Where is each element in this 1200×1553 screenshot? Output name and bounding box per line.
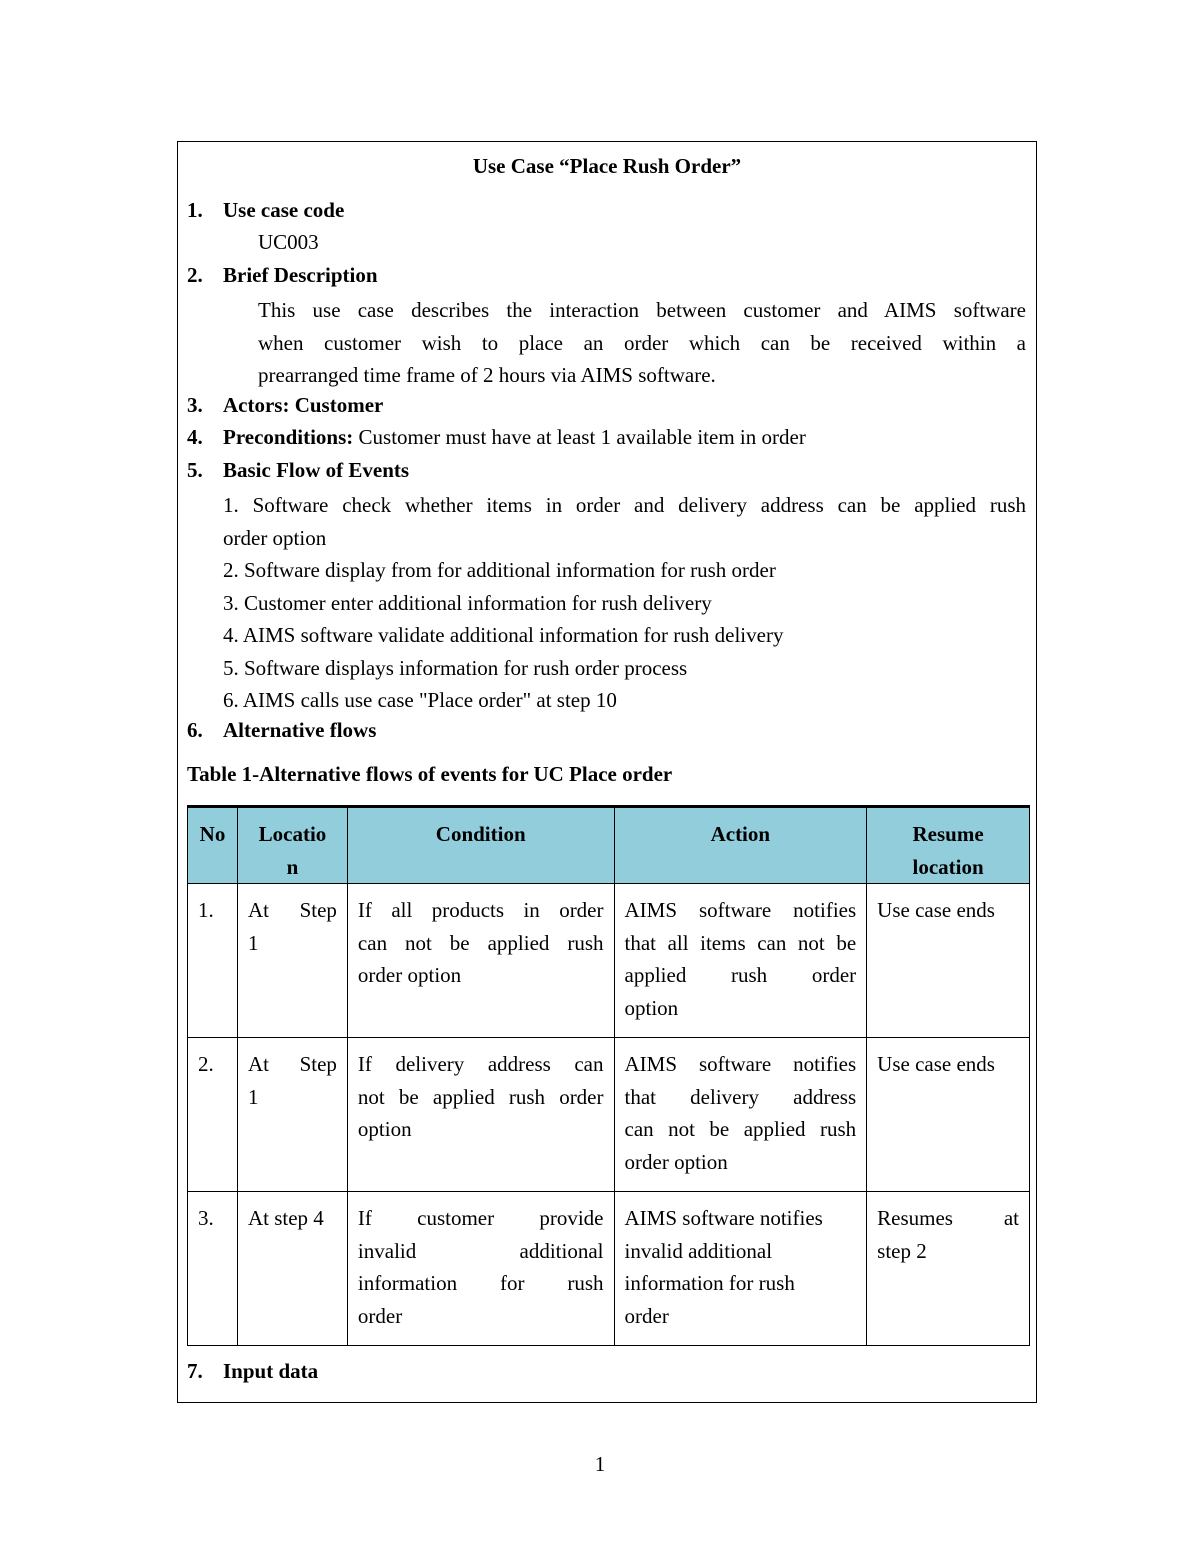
cell-location: At step 4	[237, 1192, 347, 1346]
basic-flow-step: 4. AIMS software validate additional information for rush delivery	[223, 623, 784, 647]
cell-condition: If customer provide invalid additional information for rush order	[347, 1192, 614, 1346]
section-heading-input-data: Input data	[223, 1359, 319, 1383]
basic-flow-step: 6. AIMS calls use case "Place order" at step 10	[223, 688, 617, 712]
column-header-condition: Condition	[347, 807, 614, 884]
section-number: 3.	[187, 393, 203, 417]
column-header-action: Action	[614, 807, 867, 884]
basic-flow-step: 5. Software displays information for rush order process	[223, 655, 688, 680]
cell-no: 1.	[188, 884, 238, 1038]
section-heading-brief-description: Brief Description	[223, 263, 378, 287]
section-number: 6.	[187, 718, 203, 742]
cell-condition: If delivery address can not be applied rush order option	[347, 1038, 614, 1192]
brief-description-line: when customer wish to place an order which can be received within a	[258, 330, 1026, 355]
table-caption: Table 1-Alternative flows of events for UC Place order	[187, 762, 673, 786]
cell-resume: Use case ends	[867, 1038, 1030, 1192]
cell-action: AIMS software notifies that delivery address can not be applied rush order option	[614, 1038, 867, 1192]
basic-flow-list	[223, 489, 1026, 717]
cell-location: At Step 1	[237, 884, 347, 1038]
brief-description	[258, 294, 1026, 392]
cell-action: AIMS software notifies that all items can not be applied rush order option	[614, 884, 867, 1038]
basic-flow-step: 2. Software display from for additional information for rush order	[223, 558, 776, 582]
brief-description-line: This use case describes the interaction between customer and AIMS software	[258, 298, 1026, 322]
section-number: 4.	[187, 425, 203, 449]
cell-condition: If all products in order can not be applied rush order option	[347, 884, 614, 1038]
basic-flow-step: order option	[223, 525, 327, 550]
alternative-flows-table	[187, 805, 1030, 1346]
column-header-location: Locatio n	[237, 807, 347, 884]
preconditions-text: Customer must have at least 1 available item in order	[353, 425, 806, 449]
section-number: 2.	[187, 263, 203, 287]
page-number: 1	[594, 1452, 606, 1476]
cell-resume: Resumes at step 2	[867, 1192, 1030, 1346]
cell-action: AIMS software notifies invalid additional information for rush order	[614, 1192, 867, 1346]
column-header-resume-location: Resume location	[867, 807, 1030, 884]
section-heading-preconditions: Preconditions:	[223, 425, 354, 449]
cell-no: 2.	[188, 1038, 238, 1192]
section-heading-actors: Actors: Customer	[223, 393, 384, 417]
cell-location: At Step 1	[237, 1038, 347, 1192]
column-header-no: No	[188, 807, 238, 884]
preconditions	[223, 425, 806, 450]
table-row	[188, 884, 1030, 1038]
table-row	[188, 1192, 1030, 1346]
basic-flow-step: 3. Customer enter additional information for rush delivery	[223, 590, 712, 615]
use-case-code-value: UC003	[258, 230, 319, 254]
section-number: 5.	[187, 458, 203, 482]
table-row	[188, 1038, 1030, 1192]
section-heading-alternative-flows: Alternative flows	[223, 718, 377, 742]
brief-description-line: prearranged time frame of 2 hours via AIMS software.	[258, 363, 716, 387]
section-heading-basic-flow: Basic Flow of Events	[223, 458, 410, 482]
cell-no: 3.	[188, 1192, 238, 1346]
use-case-title: Use Case “Place Rush Order”	[472, 154, 742, 178]
table-header-row	[188, 807, 1030, 884]
basic-flow-step: 1. Software check whether items in order and delivery address can be applied rush	[223, 493, 1026, 517]
section-heading-use-case-code: Use case code	[223, 198, 345, 222]
section-number: 7.	[187, 1359, 203, 1383]
cell-resume: Use case ends	[867, 884, 1030, 1038]
section-number: 1.	[187, 198, 203, 222]
